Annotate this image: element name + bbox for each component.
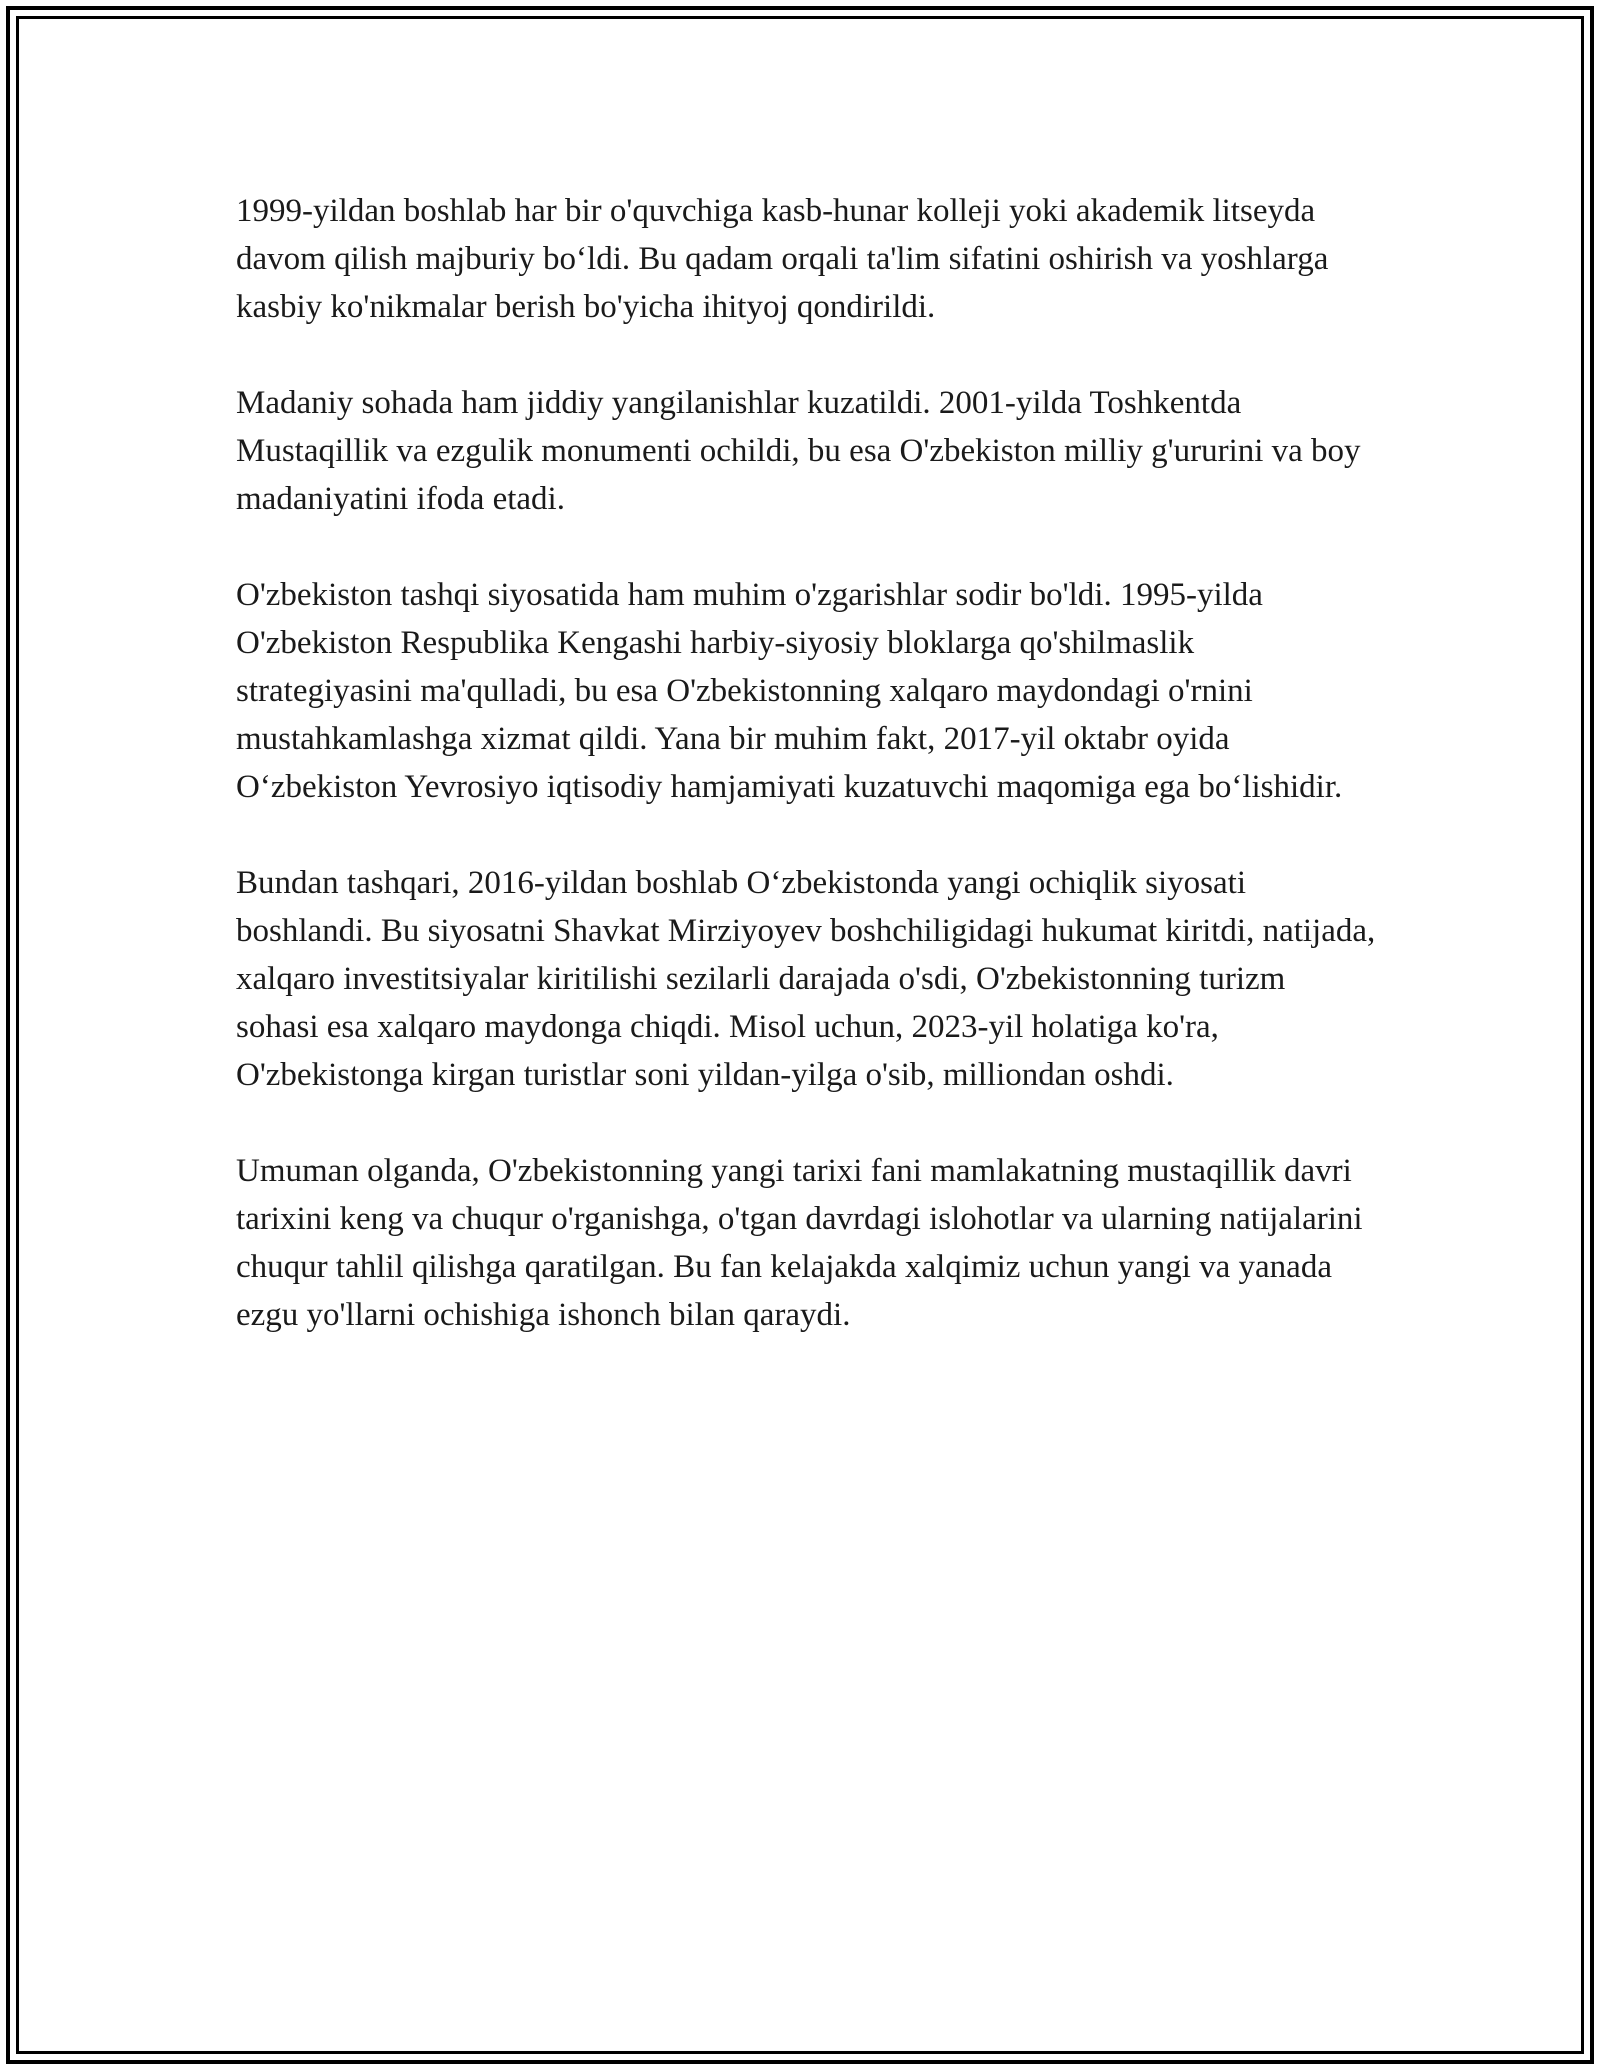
paragraph-cultural-renewal: Madaniy sohada ham jiddiy yangilanishlar kuzatildi. 2001-yilda Toshkentda Mustaqillik va ezgulik monumenti ochildi, bu esa O'zbekiston milliy g'ururini va boy madaniyatini ifoda etadi. (236, 385, 1361, 517)
paragraph-conclusion: Umuman olganda, O'zbekistonning yangi tarixi fani mamlakatning mustaqillik davri tarixini keng va chuqur o'rganishga, o'tgan davrdagi islohotlar va ularning natijalarini chuqur tahlil qilishga qaratilgan. Bu fan kelajakda xalqimiz uchun yangi va yanada ezgu yo'llarni ochishiga ishonch bilan qaraydi. (236, 1153, 1363, 1333)
document-body (236, 187, 1376, 1387)
paragraph-college-education: 1999-yildan boshlab har bir o'quvchiga kasb-hunar kolleji yoki akademik litseyda davom qilish majburiy bo‘ldi. Bu qadam orqali ta'lim sifatini oshirish va yoshlarga kasbiy ko'nikmalar berish bo'yicha ihityoj qondirildi. (236, 193, 1329, 325)
paragraph-foreign-policy: O'zbekiston tashqi siyosatida ham muhim o'zgarishlar sodir bo'ldi. 1995-yilda O'zbekiston Respublika Kengashi harbiy-siyosiy bloklarga qo'shilmaslik strategiyasini ma'qulladi, bu esa O'zbekistonning xalqaro maydondagi o'rnini mustahkamlashga xizmat qildi. Yana bir muhim fakt, 2017-yil oktabr oyida O‘zbekiston Yevrosiyo iqtisodiy hamjamiyati kuzatuvchi maqomiga ega bo‘lishidir. (236, 577, 1343, 805)
paragraph-openness-policy: Bundan tashqari, 2016-yildan boshlab O‘zbekistonda yangi ochiqlik siyosati boshlandi. Bu siyosatni Shavkat Mirziyoyev boshchiligidagi hukumat kiritdi, natijada, xalqaro investitsiyalar kiritilishi sezilarli darajada o'sdi, O'zbekistonning turizm sohasi esa xalqaro maydonga chiqdi. Misol uchun, 2023-yil holatiga ko'ra, O'zbekistonga kirgan turistlar soni yildan-yilga o'sib, milliondan oshdi. (236, 865, 1376, 1093)
